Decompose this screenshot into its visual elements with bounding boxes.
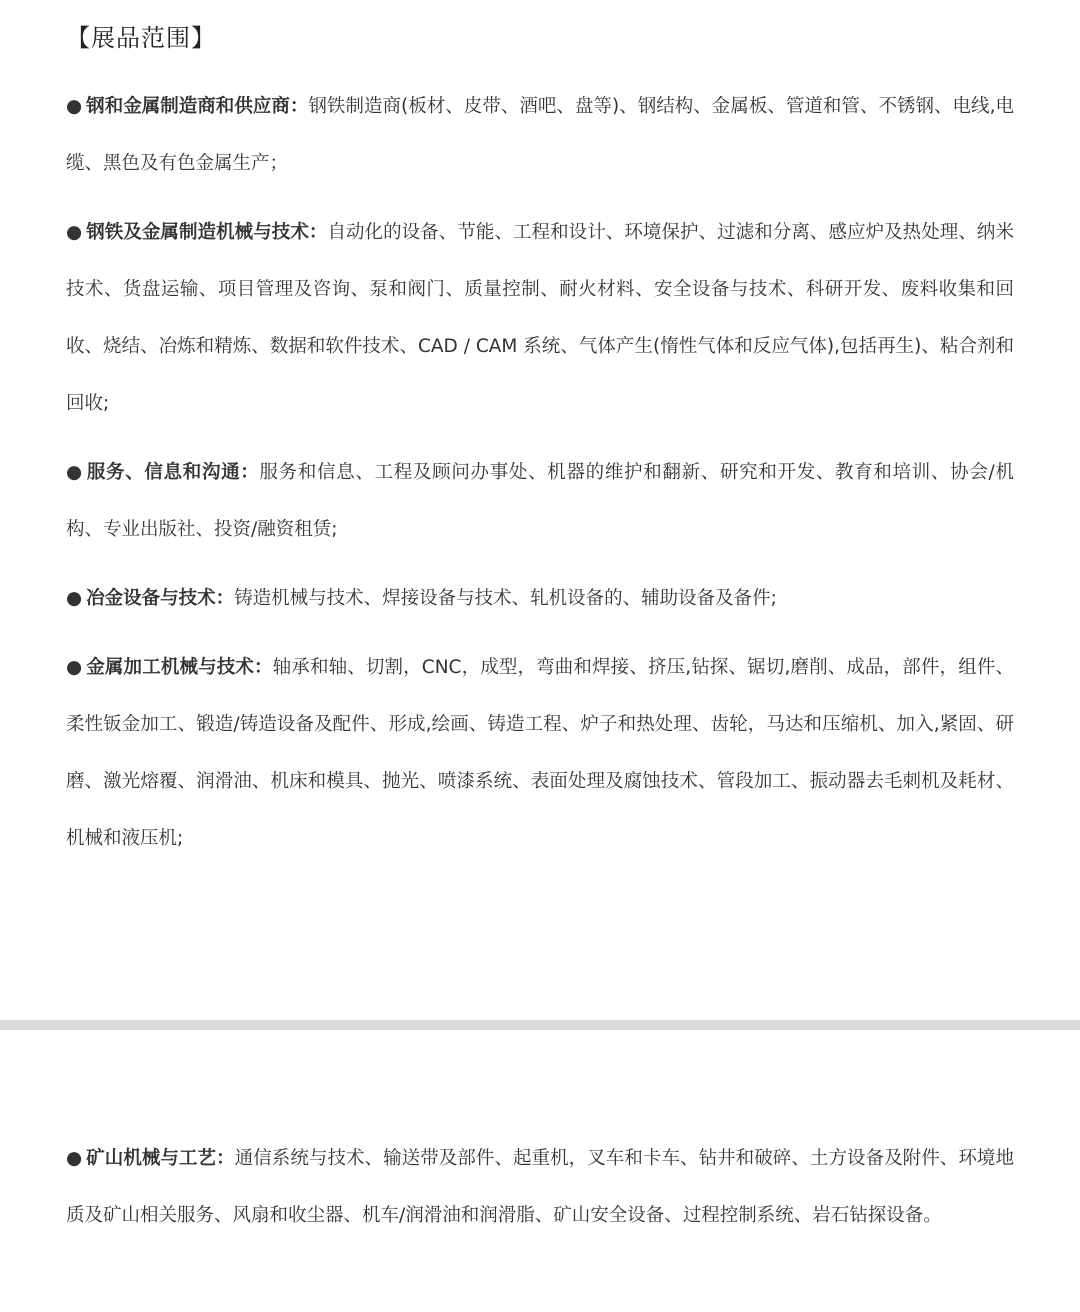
item-text: 钢铁制造商(板材、皮带、酒吧、盘等)、钢结构、金属板、管道和管、不锈钢、电线,电缆、黑色及有色金属生产；	[66, 96, 1014, 174]
list-item	[66, 639, 1014, 867]
bullet-icon: ●	[66, 96, 83, 117]
item-label: 钢和金属制造商和供应商：	[86, 96, 309, 117]
list-item	[66, 1130, 1014, 1244]
item-label: 矿山机械与工艺：	[86, 1148, 235, 1169]
item-label: 冶金设备与技术：	[86, 588, 235, 609]
item-label: 服务、信息和沟通：	[86, 462, 260, 483]
item-text: 通信系统与技术、输送带及部件、起重机，叉车和卡车、钻井和破碎、土方设备及附件、环境地质及矿山相关服务、风扇和收尘器、机车/润滑油和润滑脂、矿山安全设备、过程控制系统、岩石钻探设备。	[66, 1148, 1014, 1226]
item-label: 金属加工机械与技术：	[86, 657, 273, 678]
item-text: 自动化的设备、节能、工程和设计、环境保护、过滤和分离、感应炉及热处理、纳米技术、货盘运输、项目管理及咨询、泵和阀门、质量控制、耐火材料、安全设备与技术、科研开发、废料收集和回收、烧结、冶炼和精炼、数据和软件技术、CAD / CAM 系统、气体产生(惰性气体和反应气体),包括再生)、粘合剂和回收;	[66, 222, 1014, 414]
bullet-icon: ●	[66, 462, 83, 483]
exhibit-list-bottom	[0, 1130, 1080, 1244]
item-text: 服务和信息、工程及顾问办事处、机器的维护和翻新、研究和开发、教育和培训、协会/机构、专业出版社、投资/融资租赁;	[66, 462, 1014, 540]
item-label: 钢铁及金属制造机械与技术：	[86, 222, 328, 243]
list-item	[66, 444, 1014, 558]
bullet-icon: ●	[66, 222, 83, 243]
list-item	[66, 570, 1014, 627]
item-text: 轴承和轴、切割，CNC，成型，弯曲和焊接、挤压,钻探、锯切,磨削、成品，部件，组件、柔性钣金加工、锻造/铸造设备及配件、形成,绘画、铸造工程、炉子和热处理、齿轮，马达和压缩机、加入,紧固、研磨、激光熔覆、润滑油、机床和模具、抛光、喷漆系统、表面处理及腐蚀技术、管段加工、振动器去毛刺机及耗材、机械和液压机;	[66, 657, 1014, 849]
bullet-icon: ●	[66, 588, 83, 609]
bullet-icon: ●	[66, 1148, 83, 1169]
section-title: 【展品范围】	[66, 24, 216, 52]
list-item	[66, 204, 1014, 432]
exhibit-list-top	[0, 78, 1080, 867]
section-divider	[0, 1020, 1080, 1030]
item-text: 铸造机械与技术、焊接设备与技术、轧机设备的、辅助设备及备件;	[234, 588, 777, 609]
list-item	[66, 78, 1014, 192]
bullet-icon: ●	[66, 657, 83, 678]
